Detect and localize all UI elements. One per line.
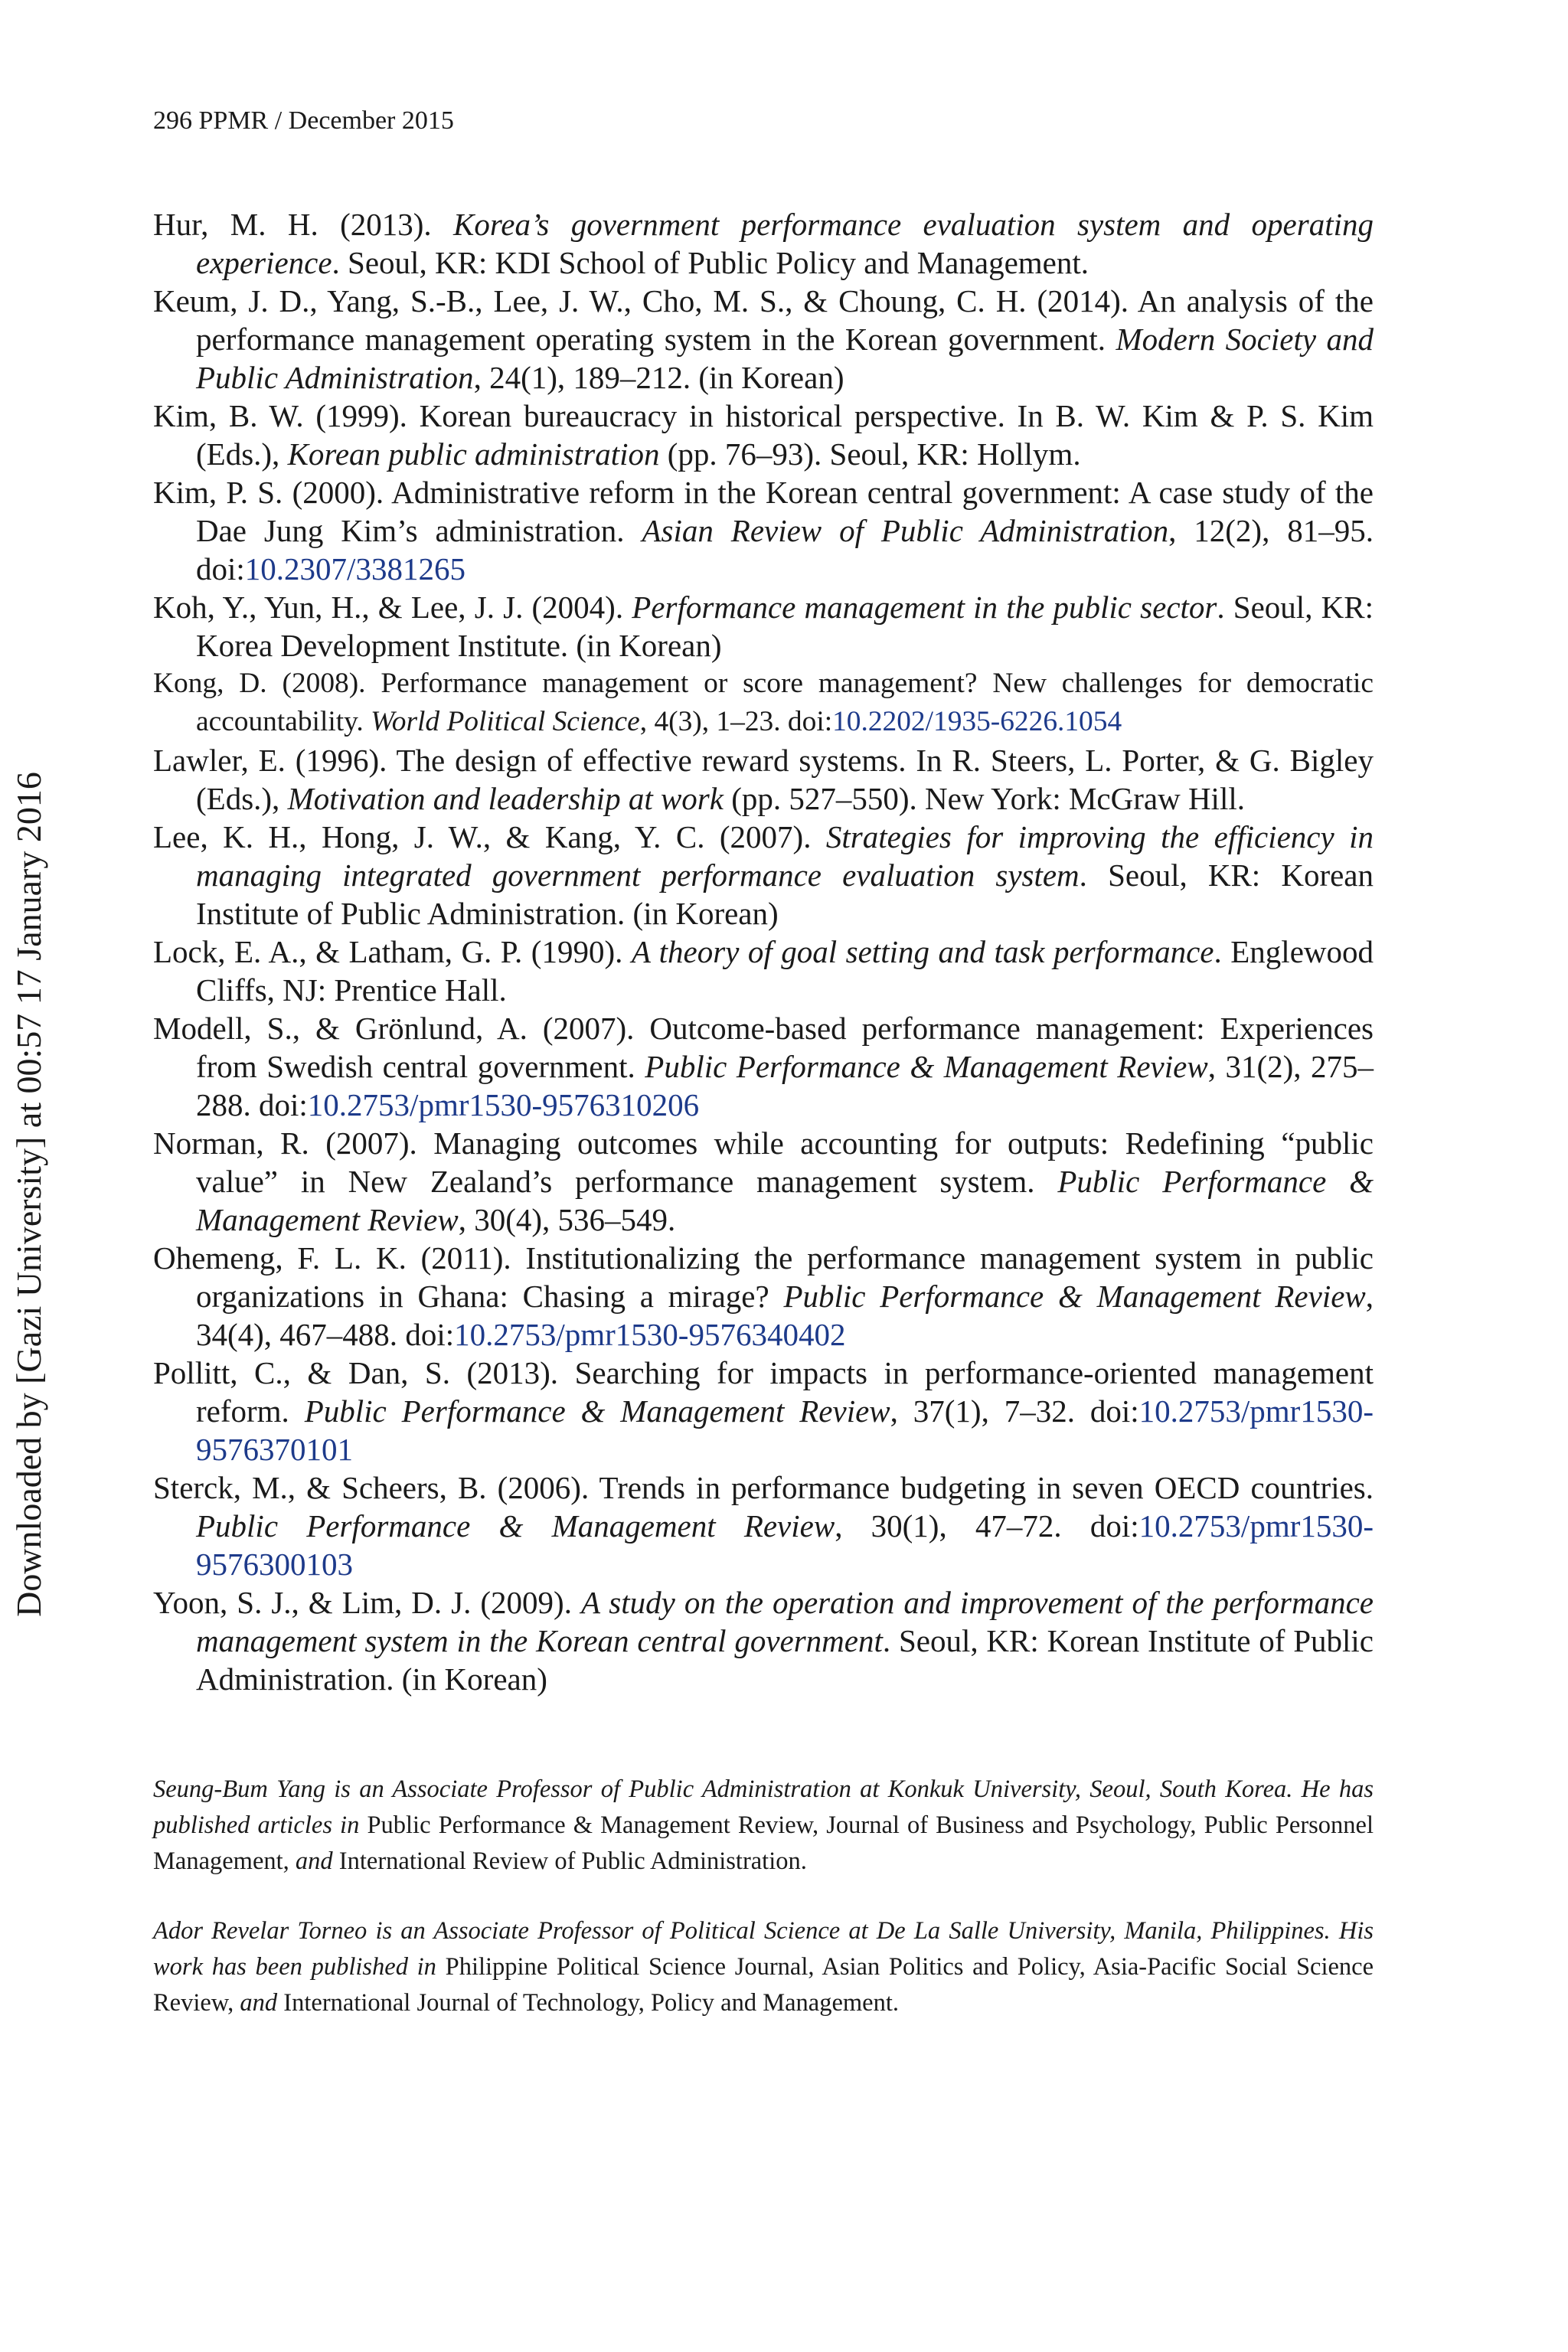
ref-title: A theory of goal setting and task performance: [631, 934, 1214, 969]
ref-details: , 30(1), 47–72.: [835, 1508, 1090, 1544]
ref-details: . Seoul, KR: KDI School of Public Policy and Management.: [332, 245, 1089, 280]
bio-journal-last: International Journal of Technology, Policy and Management.: [277, 1989, 899, 2017]
doi-label: doi:: [787, 706, 833, 737]
bio-conjunction: and: [295, 1847, 333, 1875]
ref-text: Lee, K. H., Hong, J. W., & Kang, Y. C. (2007).: [153, 819, 826, 854]
doi-label: doi:: [405, 1317, 455, 1352]
ref-text: Yoon, S. J., & Lim, D. J. (2009).: [153, 1585, 581, 1620]
ref-text: Hur, M. H. (2013).: [153, 207, 454, 242]
bio-text: Seung-Bum Yang is an Associate Professor of Public Administration at Konkuk University, Seoul, South Korea. He has published articles in: [153, 1775, 1374, 1839]
author-bios: [153, 1772, 1374, 2055]
doi-label: doi:: [1089, 1508, 1139, 1544]
ref-text: Kong, D. (2008). Performance management or score management? New challenges for democratic accountability.: [153, 668, 1374, 737]
reference-entry: [153, 818, 1374, 933]
bio-conjunction: and: [240, 1989, 278, 2017]
reference-entry: [153, 588, 1374, 665]
ref-text: Keum, J. D., Yang, S.-B., Lee, J. W., Cho, M. S., & Choung, C. H. (2014). An analysis of the performance management operating system in the Korean government.: [153, 283, 1374, 357]
ref-title: Performance management in the public sector: [632, 590, 1217, 625]
reference-entry: [153, 1124, 1374, 1239]
ref-title: Modern Society and Public Administration: [196, 322, 1374, 395]
ref-title: Strategies for improving the efficiency in managing integrated government performance evaluation system: [196, 819, 1374, 893]
doi-link[interactable]: 10.2307/3381265: [244, 551, 466, 586]
ref-title: Korea’s government performance evaluation system and operating experience: [196, 207, 1374, 280]
doi-link[interactable]: 10.2753/pmr1530-9576340402: [454, 1317, 846, 1352]
doi-link[interactable]: 10.2202/1935-6226.1054: [832, 706, 1122, 737]
doi-label: doi:: [196, 551, 245, 586]
ref-text: Kim, B. W. (1999). Korean bureaucracy in historical perspective. In B. W. Kim & P. S. Kim (Eds.),: [153, 398, 1374, 472]
ref-title: Public Performance & Management Review: [196, 1164, 1374, 1237]
ref-details: . Seoul, KR: Korean Institute of Public Administration. (in Korean): [196, 1623, 1374, 1697]
reference-entry: [153, 1468, 1374, 1583]
reference-entry: [153, 1239, 1374, 1354]
ref-title: Motivation and leadership at work: [287, 781, 724, 816]
bio-journals: Philippine Political Science Journal, Asian Politics and Policy, Asia-Pacific Social Science Review,: [153, 1953, 1374, 2017]
ref-details: . Seoul, KR: Korean Institute of Public Administration. (in Korean): [196, 858, 1374, 931]
ref-details: , 4(3), 1–23.: [639, 706, 788, 737]
ref-details: , 37(1), 7–32.: [890, 1393, 1090, 1429]
reference-entry: [153, 741, 1374, 818]
ref-text: Lock, E. A., & Latham, G. P. (1990).: [153, 934, 632, 969]
ref-text: Pollitt, C., & Dan, S. (2013). Searching for impacts in performance-oriented management reform.: [153, 1355, 1374, 1429]
ref-details: (pp. 527–550). New York: McGraw Hill.: [723, 781, 1245, 816]
ref-details: . Seoul, KR: Korea Development Institute. (in Korean): [196, 590, 1374, 663]
ref-title: Public Performance & Management Review: [196, 1508, 835, 1544]
ref-title: A study on the operation and improvement of the performance management system in the Korean central government: [196, 1585, 1374, 1658]
ref-title: Public Performance & Management Review: [645, 1049, 1208, 1084]
reference-entry: [153, 397, 1374, 473]
ref-title: Asian Review of Public Administration: [642, 513, 1169, 548]
ref-details: . Englewood Cliffs, NJ: Prentice Hall.: [196, 934, 1374, 1008]
ref-text: Sterck, M., & Scheers, B. (2006). Trends in performance budgeting in seven OECD countries.: [153, 1470, 1374, 1505]
author-bio: [153, 1913, 1374, 2021]
ref-text: Lawler, E. (1996). The design of effective reward systems. In R. Steers, L. Porter, & G. Bigley (Eds.),: [153, 743, 1374, 816]
doi-link[interactable]: 10.2753/pmr1530-9576310206: [307, 1087, 700, 1122]
bio-text: Ador Revelar Torneo is an Associate Professor of Political Science at De La Salle University, Manila, Philippines. His work has been published in: [153, 1917, 1374, 1981]
ref-details: , 30(4), 536–549.: [458, 1202, 676, 1237]
ref-details: , 12(2), 81–95.: [1168, 513, 1374, 548]
ref-title: Public Performance & Management Review: [783, 1279, 1366, 1314]
ref-text: Modell, S., & Grönlund, A. (2007). Outcome-based performance management: Experiences from Swedish central government.: [153, 1011, 1374, 1084]
author-bio: [153, 1772, 1374, 1880]
ref-text: Kim, P. S. (2000). Administrative reform in the Korean central government: A case study of the Dae Jung Kim’s administration.: [153, 475, 1374, 548]
ref-details: (pp. 76–93). Seoul, KR: Hollym.: [659, 436, 1081, 472]
ref-title: Public Performance & Management Review: [304, 1393, 890, 1429]
reference-entry: [153, 665, 1374, 741]
bio-journal-last: International Review of Public Administration.: [332, 1847, 807, 1875]
ref-title: World Political Science: [371, 706, 640, 737]
doi-link[interactable]: 10.2753/pmr1530-9576370101: [196, 1393, 1374, 1467]
ref-details: , 24(1), 189–212. (in Korean): [473, 360, 844, 395]
ref-text: Ohemeng, F. L. K. (2011). Institutionalizing the performance management system in public organizations in Ghana: Chasing a mirage?: [153, 1240, 1374, 1314]
reference-entry: [153, 205, 1374, 282]
reference-list: [153, 205, 1374, 1698]
doi-label: doi:: [1089, 1393, 1139, 1429]
ref-text: Norman, R. (2007). Managing outcomes while accounting for outputs: Redefining “public value” in New Zealand’s performance management system.: [153, 1125, 1374, 1199]
ref-details: , 31(2), 275–288.: [196, 1049, 1374, 1122]
reference-entry: [153, 1009, 1374, 1124]
reference-entry: [153, 1354, 1374, 1468]
doi-link[interactable]: 10.2753/pmr1530-9576300103: [196, 1508, 1374, 1582]
reference-entry: [153, 1583, 1374, 1698]
ref-text: Koh, Y., Yun, H., & Lee, J. J. (2004).: [153, 590, 632, 625]
download-notice: Downloaded by [Gazi University] at 00:57 17 January 2016: [9, 772, 48, 1617]
bio-journals: Public Performance & Management Review, Journal of Business and Psychology, Public Personnel Management,: [153, 1811, 1374, 1875]
running-head: 296 PPMR / December 2015: [153, 106, 454, 135]
reference-entry: [153, 282, 1374, 397]
ref-title: Korean public administration: [287, 436, 660, 472]
ref-details: , 34(4), 467–488.: [196, 1279, 1374, 1352]
doi-label: doi:: [259, 1087, 308, 1122]
reference-entry: [153, 473, 1374, 588]
reference-entry: [153, 933, 1374, 1009]
